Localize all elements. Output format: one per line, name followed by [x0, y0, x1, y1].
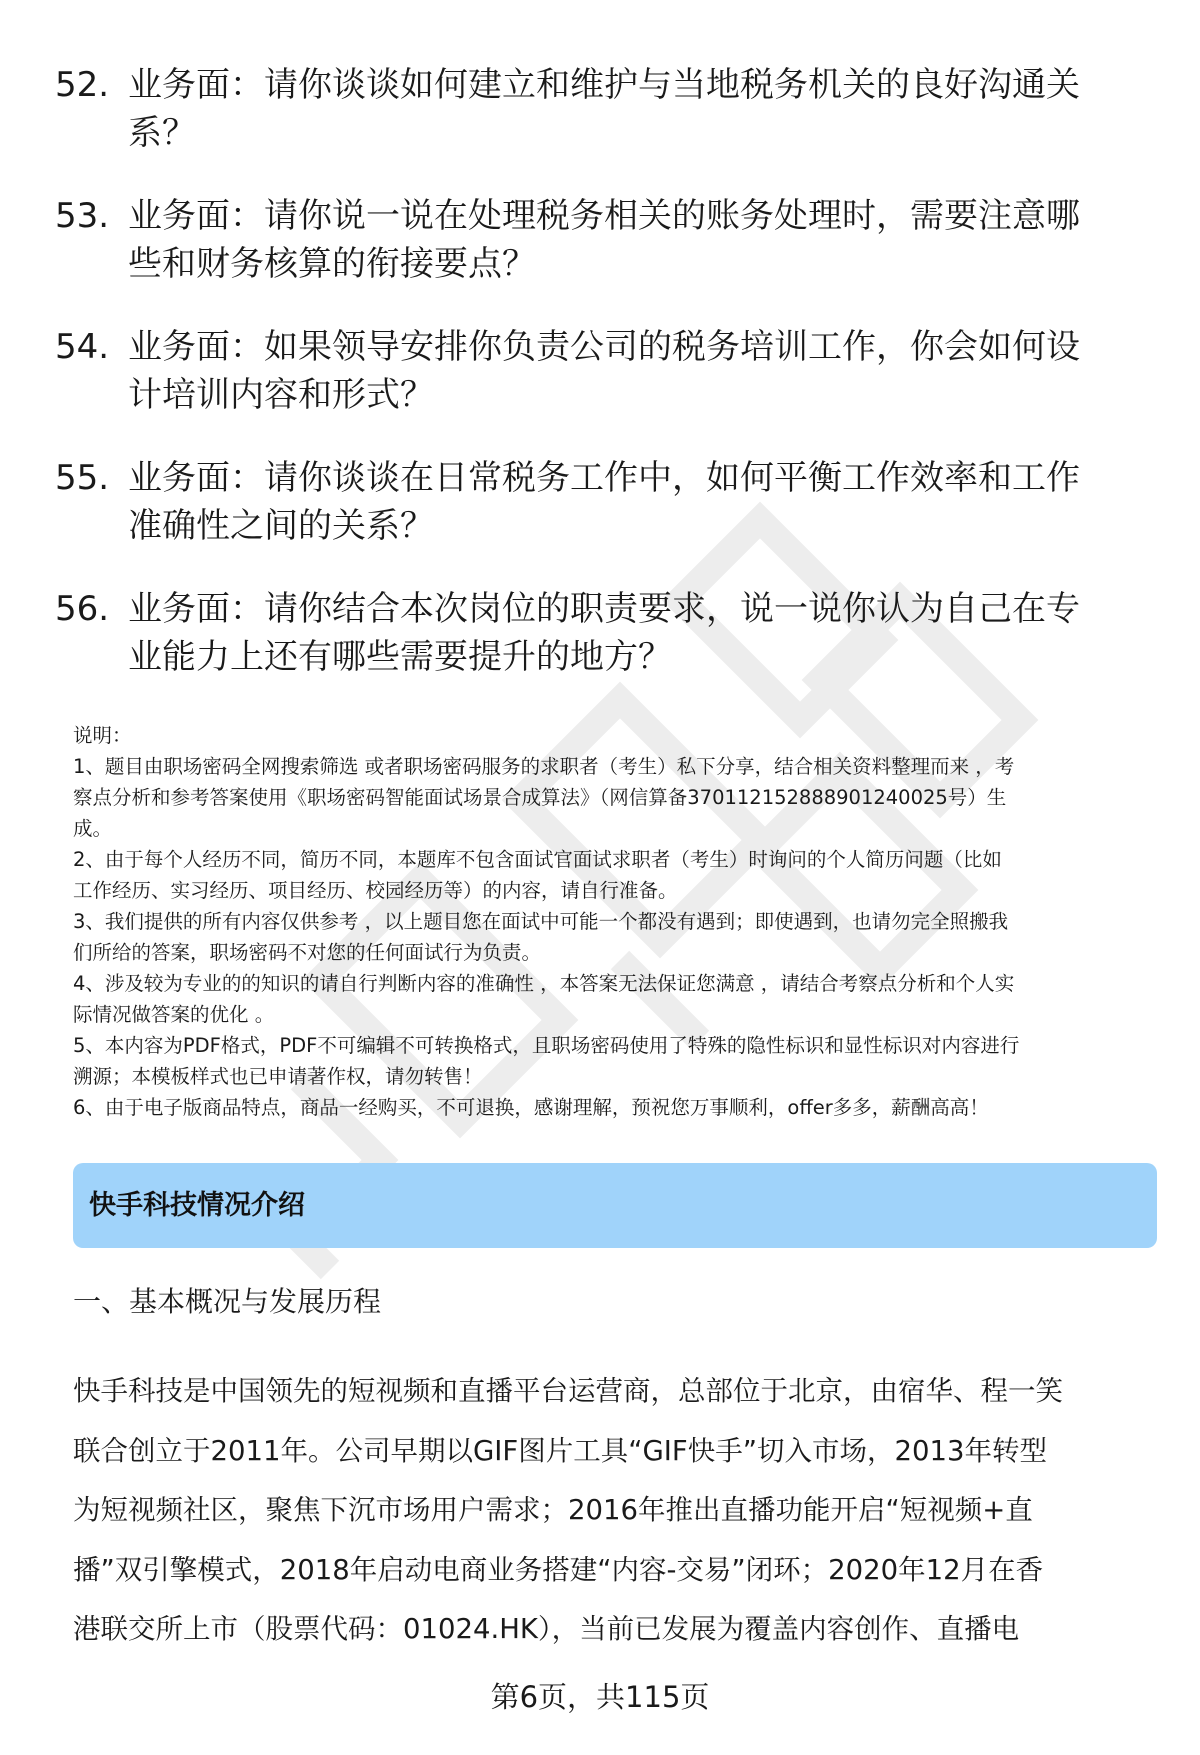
question-52 [55, 61, 1155, 157]
body-paragraph [73, 1362, 1163, 1660]
question-text-line: 业务面：请你谈谈在日常税务工作中，如何平衡工作效率和工作 [128, 458, 1080, 498]
question-text-line: 计培训内容和形式？ [128, 375, 434, 415]
question-number: 53. [55, 196, 110, 236]
question-text-line: 业务面：请你结合本次岗位的职责要求，说一说你认为自己在专 [128, 589, 1080, 629]
section-title: 快手科技情况介绍 [89, 1190, 305, 1221]
paragraph-line: 港联交所上市（股票代码：01024.HK），当前已发展为覆盖内容创作、直播电 [73, 1613, 1020, 1645]
notes-title: 说明： [73, 724, 132, 747]
paragraph-line: 播”双引擎模式，2018年启动电商业务搭建“内容-交易”闭环；2020年12月在香 [73, 1553, 1044, 1586]
question-text-line: 系？ [128, 113, 196, 153]
question-53 [55, 192, 1155, 288]
note-line: 3、我们提供的所有内容仅供参考 ，以上题目您在面试中可能一个都没有遇到；即使遇到，也请勿完全照搬我 [73, 910, 1009, 933]
note-line: 1、题目由职场密码全网搜索筛选 或者职场密码服务的求职者（考生）私下分享，结合相关资料整理而来 ，考 [73, 755, 1015, 778]
question-number: 52. [55, 65, 110, 105]
page-number: 第6页，共115页 [490, 1680, 710, 1714]
note-line: 6、由于电子版商品特点，商品一经购买，不可退换，感谢理解，预祝您万事顺利，offer多多，薪酬高高！ [73, 1096, 989, 1119]
note-line: 成。 [73, 817, 113, 840]
question-text-line: 业务面：请你说一说在处理税务相关的账务处理时，需要注意哪 [128, 196, 1080, 236]
note-line: 们所给的答案，职场密码不对您的任何面试行为负责。 [73, 941, 542, 964]
question-text-line: 些和财务核算的衔接要点？ [128, 244, 536, 284]
section-banner [73, 1163, 1157, 1248]
note-line: 2、由于每个人经历不同，简历不同，本题库不包含面试官面试求职者（考生）时询问的个人简历问题（比如 [73, 848, 1002, 871]
note-line: 际情况做答案的优化 。 [73, 1003, 275, 1026]
paragraph-line: 联合创立于2011年。公司早期以GIF图片工具“GIF快手”切入市场，2013年转型 [73, 1434, 1047, 1467]
question-55 [55, 454, 1155, 550]
question-number: 54. [55, 327, 110, 367]
note-line: 4、涉及较为专业的的知识的请自行判断内容的准确性 ，本答案无法保证您满意 ，请结合考察点分析和个人实 [73, 972, 1015, 995]
question-text-line: 业能力上还有哪些需要提升的地方？ [128, 637, 672, 677]
section-subheading: 一、基本概况与发展历程 [73, 1285, 382, 1318]
note-line: 溯源；本模板样式也已申请著作权，请勿转售！ [73, 1065, 483, 1088]
question-number: 55. [55, 458, 110, 498]
paragraph-line: 为短视频社区，聚焦下沉市场用户需求；2016年推出直播功能开启“短视频+直 [73, 1494, 1033, 1526]
question-text-line: 准确性之间的关系？ [128, 506, 434, 546]
question-text-line: 业务面：请你谈谈如何建立和维护与当地税务机关的良好沟通关 [128, 65, 1080, 105]
question-56 [55, 585, 1155, 681]
question-text-line: 业务面：如果领导安排你负责公司的税务培训工作，你会如何设 [128, 327, 1080, 367]
note-line: 工作经历、实习经历、项目经历、校园经历等）的内容，请自行准备。 [73, 879, 678, 902]
question-54 [55, 323, 1155, 419]
disclaimer-notes [73, 720, 1163, 1123]
paragraph-line: 快手科技是中国领先的短视频和直播平台运营商，总部位于北京，由宿华、程一笑 [73, 1375, 1063, 1407]
question-number: 56. [55, 589, 110, 629]
note-line: 5、本内容为PDF格式，PDF不可编辑不可转换格式，且职场密码使用了特殊的隐性标识和显性标识对内容进行 [73, 1034, 1020, 1057]
note-line: 察点分析和参考答案使用《职场密码智能面试场景合成算法》（网信算备370112152888901240025号）生 [73, 786, 1007, 809]
